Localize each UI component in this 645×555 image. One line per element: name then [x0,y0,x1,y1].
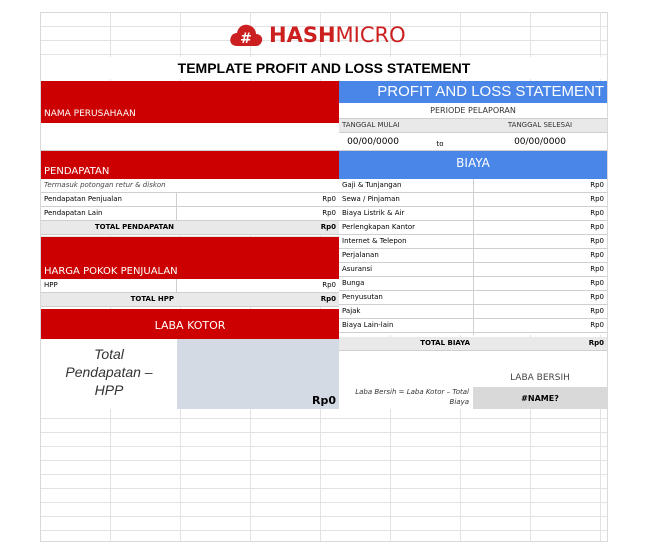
spreadsheet-grid [40,12,608,542]
expense-label: Pajak [342,307,361,315]
expense-value: Rp0 [590,181,604,189]
reporting-period-label: PERIODE PELAPORAN [339,103,607,119]
revenue-note: Termasuk potongan retur & diskon [41,179,339,193]
gross-profit-value: Rp0 [312,394,336,407]
revenue-row-sales[interactable] [41,193,177,207]
gross-profit-header: LABA KOTOR [41,309,339,339]
to-label: to [407,133,473,151]
expense-row[interactable] [339,263,607,277]
cogs-header-label: HARGA POKOK PENJUALAN [44,266,178,277]
expense-label: Asuransi [342,265,373,273]
gross-profit-formula: Total Pendapatan – HPP [41,339,177,409]
expense-row[interactable] [339,305,607,319]
logo-text-micro: MICRO [335,23,406,47]
svg-text:#: # [240,31,252,47]
other-revenue-label: Pendapatan Lain [44,209,103,217]
gross-profit-value-cell [177,339,339,409]
total-revenue-value: Rp0 [177,221,339,235]
start-date-value[interactable]: 00/00/0000 [339,133,407,151]
net-profit-formula: Laba Bersih = Laba Kotor – Total Biaya [355,388,469,406]
end-date-value[interactable]: 00/00/0000 [473,133,607,151]
expense-label: Perlengkapan Kantor [342,223,416,231]
report-title-header [339,81,607,103]
expense-label: Gaji & Tunjangan [342,181,402,189]
expense-row[interactable] [339,291,607,305]
net-profit-formula-cell [339,369,473,409]
expense-label: Bunga [342,279,365,287]
total-expenses-value: Rp0 [473,337,607,351]
expense-row[interactable] [339,235,607,249]
total-expenses-label: TOTAL BIAYA [339,337,473,351]
sales-revenue-label: Pendapatan Penjualan [44,195,122,203]
expense-label: Penyusutan [342,293,383,301]
revenue-row-other[interactable] [41,207,177,221]
company-name-header [41,81,339,123]
expenses-table [339,179,607,335]
logo-text-hash: HASH [269,23,336,47]
end-date-label: TANGGAL SELESAI [473,119,607,133]
expenses-header: BIAYA [339,151,607,179]
expense-value: Rp0 [590,237,604,245]
expense-row[interactable] [339,277,607,291]
revenue-header [41,151,339,179]
expense-value: Rp0 [590,321,604,329]
revenue-header-label: PENDAPATAN [44,166,110,177]
expense-label: Internet & Telepon [342,237,407,245]
expense-value: Rp0 [590,265,604,273]
expense-value: Rp0 [590,195,604,203]
expense-label: Biaya Listrik & Air [342,209,405,217]
start-date-label: TANGGAL MULAI [339,119,473,133]
page-title: TEMPLATE PROFIT AND LOSS STATEMENT [41,57,607,79]
sales-revenue-value[interactable]: Rp0 [177,193,339,207]
expense-label: Perjalanan [342,251,379,259]
expense-row[interactable] [339,207,607,221]
expense-row[interactable] [339,193,607,207]
total-cogs-label: TOTAL HPP [41,293,177,307]
total-cogs-value: Rp0 [177,293,339,307]
cogs-item-value[interactable]: Rp0 [177,279,339,293]
cogs-header [41,237,339,279]
expense-value: Rp0 [590,279,604,287]
expense-value: Rp0 [590,209,604,217]
company-name-label: NAMA PERUSAHAAN [44,109,136,119]
net-profit-spacer [339,351,607,369]
expense-row[interactable] [339,319,607,333]
expense-row[interactable] [339,179,607,193]
net-profit-value: #NAME? [473,387,607,409]
expense-value: Rp0 [590,251,604,259]
expense-value: Rp0 [590,223,604,231]
expense-row[interactable] [339,249,607,263]
expense-value: Rp0 [590,293,604,301]
cogs-item-label: HPP [41,279,177,293]
expense-label: Sewa / Pinjaman [342,195,400,203]
expense-row[interactable] [339,221,607,235]
net-profit-header: LABA BERSIH [473,369,607,387]
report-title: PROFIT AND LOSS STATEMENT [377,83,604,100]
cloud-logo-icon [229,22,263,48]
company-name-input[interactable] [41,123,339,151]
other-revenue-value[interactable]: Rp0 [177,207,339,221]
hashmicro-logo [229,21,429,49]
total-revenue-label: TOTAL PENDAPATAN [41,221,177,235]
expense-value: Rp0 [590,307,604,315]
expense-label: Biaya Lain-lain [342,321,394,329]
